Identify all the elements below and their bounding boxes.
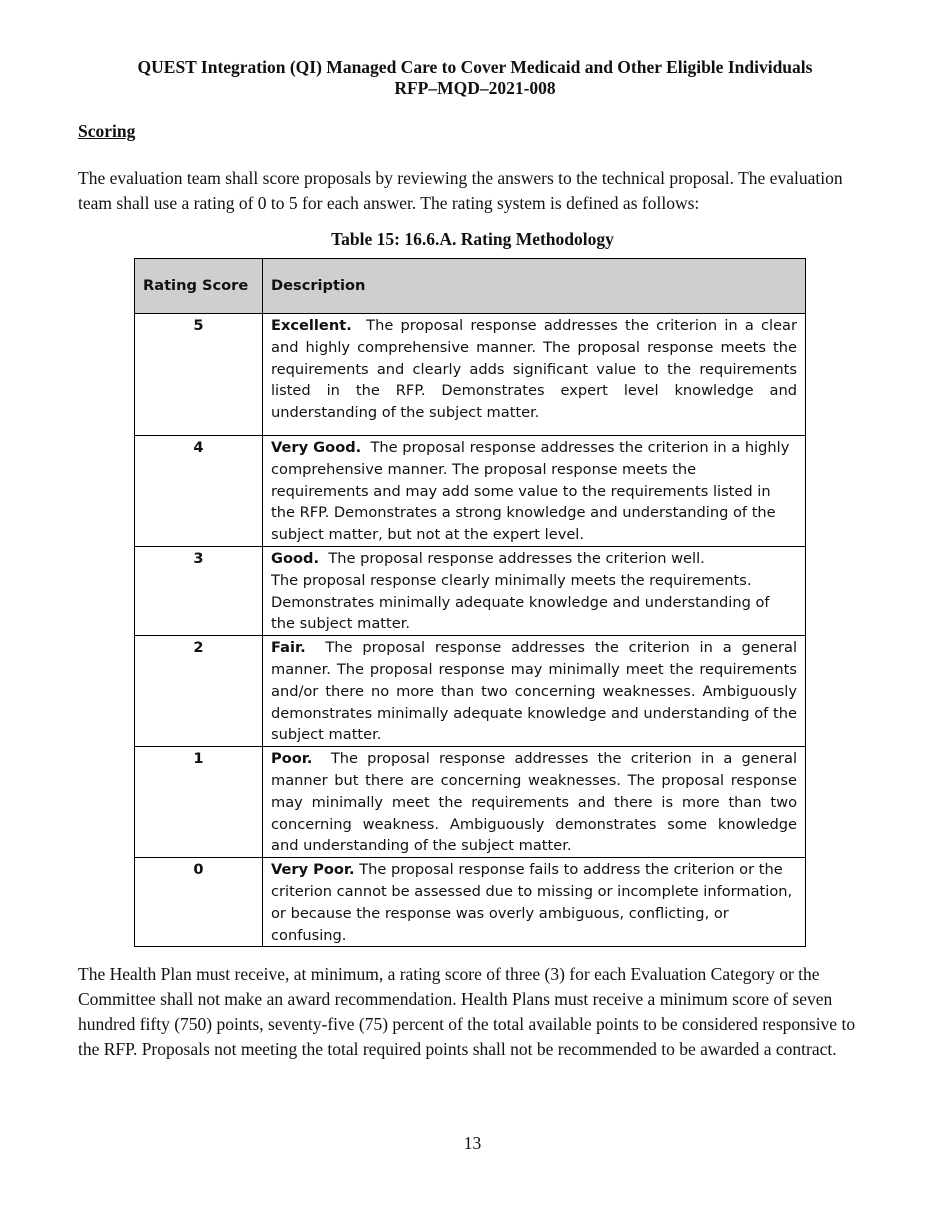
- rating-label: Fair.: [271, 639, 306, 657]
- title-line-2: RFP–MQD–2021-008: [394, 78, 556, 98]
- document-title: [0, 57, 950, 99]
- rating-label: Very Poor.: [271, 861, 355, 879]
- table-row: [135, 858, 806, 947]
- table-header-row: [135, 259, 806, 314]
- rating-description: [263, 636, 806, 747]
- rating-label: Poor.: [271, 750, 313, 768]
- rating-score: 3: [135, 547, 263, 636]
- title-line-1: QUEST Integration (QI) Managed Care to Cover Medicaid and Other Eligible Individuals: [137, 57, 813, 77]
- rating-text: The proposal response addresses the criterion in a highly comprehensive manner. The proposal response meets the requirements and may add some value to the requirements listed in the RFP. Demonstrates a strong knowledge and understanding of the subject matter, but not at the expert level.: [271, 439, 790, 544]
- rating-table: [134, 258, 806, 947]
- header-rating-score: Rating Score: [135, 259, 263, 314]
- rating-label: Good.: [271, 550, 320, 567]
- rating-description: [263, 436, 806, 547]
- table-row: [135, 547, 806, 636]
- rating-description: [263, 747, 806, 858]
- section-heading: Scoring: [78, 121, 136, 141]
- header-description: Description: [263, 259, 806, 314]
- rating-text: The proposal response addresses the criterion in a general manner but there are concerning weaknesses. The proposal response may minimally meet the requirements and there is more than two concerning weakness. Ambiguously demonstrates some knowledge and understanding of the subject matter.: [271, 750, 798, 855]
- rating-text: The proposal response addresses the criterion well.: [328, 550, 705, 567]
- rating-description: [263, 858, 806, 947]
- rating-label: Very Good.: [271, 439, 362, 456]
- rating-score: 1: [135, 747, 263, 858]
- rating-score: 4: [135, 436, 263, 547]
- rating-score: 0: [135, 858, 263, 947]
- rating-description: [263, 314, 806, 436]
- table-row: [135, 747, 806, 858]
- rating-label: Excellent.: [271, 317, 352, 334]
- rating-description: [263, 547, 806, 636]
- rating-text: The proposal response addresses the criterion in a general manner. The proposal response may minimally meet the requirements and/or there no more than two concerning weaknesses. Ambiguously demonstrates minimally adequate knowledge and understanding of the subject matter.: [271, 639, 798, 744]
- table-caption: Table 15: 16.6.A. Rating Methodology: [331, 229, 614, 249]
- rating-text: The proposal response fails to address the criterion or the criterion cannot be assessed due to missing or incomplete information, or because the response was overly ambiguous, conflicting, or confusing.: [271, 861, 793, 944]
- rating-score: 2: [135, 636, 263, 747]
- closing-paragraph: The Health Plan must receive, at minimum, a rating score of three (3) for each Evaluation Category or the Committee shall not make an award recommendation. Health Plans must receive a minimum score of seven hundred fifty (750) points, seventy-five (75) percent of the total available points to be considered responsive to the RFP. Proposals not meeting the total required points shall not be recommended to be awarded a contract.: [78, 964, 856, 1059]
- table-row: [135, 436, 806, 547]
- rating-score: 5: [135, 314, 263, 436]
- rating-text: The proposal response addresses the criterion in a clear and highly comprehensive manner. The proposal response meets the requirements and clearly adds significant value to the requirements listed in the RFP. Demonstrates expert level knowledge and understanding of the subject matter.: [271, 317, 797, 422]
- table-row: [135, 314, 806, 436]
- rating-text-line-2: The proposal response clearly minimally meets the requirements. Demonstrates minimally adequate knowledge and understanding of the subject matter.: [271, 571, 770, 633]
- page-number: 13: [463, 1133, 482, 1153]
- intro-paragraph: The evaluation team shall score proposals by reviewing the answers to the technical proposal. The evaluation team shall use a rating of 0 to 5 for each answer. The rating system is defined as follows:: [78, 168, 843, 213]
- table-row: [135, 636, 806, 747]
